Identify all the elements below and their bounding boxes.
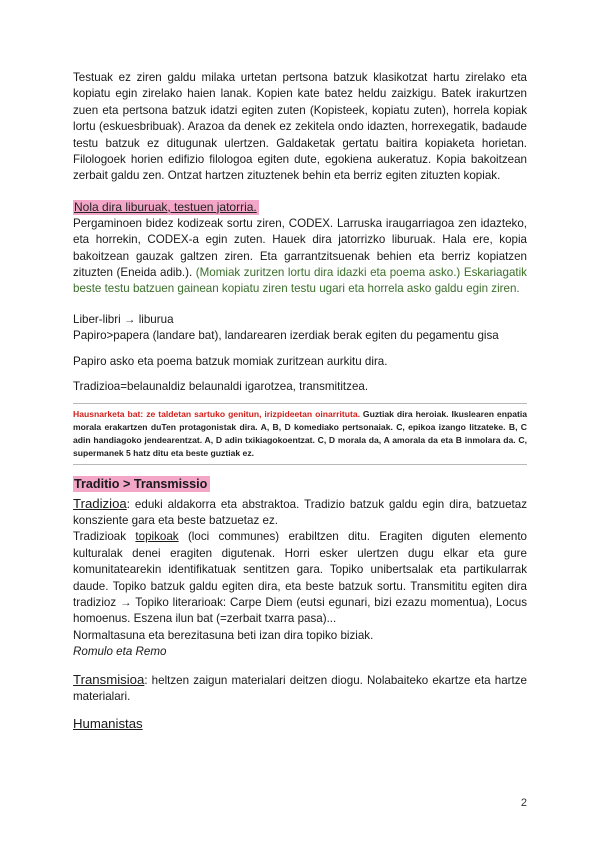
tradizioa-term: Tradizioa	[73, 495, 127, 511]
transmisioa-term: Transmisioa	[73, 671, 145, 687]
humanistas-heading: Humanistas	[73, 716, 143, 732]
topikoak-paragraph	[73, 529, 527, 627]
codex-text: Pergaminoen bidez kodizeak sortu ziren, CODEX. Larruska iraugarriagoa zen idazteko, eta horrekin, CODEX-a egin zuten. Hauek dira jatorrizko liburuak. Hala ere, kopia bakoitzean gauzak galtzen ziren. Eta garrantzitsuenak behien eta berriz kopiatzen zituzten (Eneida adib.).	[73, 216, 527, 280]
reflection-note	[73, 408, 527, 460]
transmisioa-paragraph	[73, 672, 527, 706]
transmisioa-definition: : heltzen zaigun materialari deitzen diogu. Nolabaiteko ekartze eta hartze materialari.	[73, 673, 527, 703]
intro-paragraph: Testuak ez ziren galdu milaka urtetan pertsona batzuk klasikotzat hartu zirelako eta kopiatu egin zirelako haien lanak. Kopien kate batez heldu zaizkigu. Batek irakurtzen zuen eta pertsona batzuk idatzi egiten zuten (Kopisteek, kopiatu zuten), horrela kopiak lortu (eskuesbribuak). Arazoa da denek ez zekitela ondo idazten, horrexegatik, badaude testu batzuk ez ditugunak ulertzen. Galdaketak gertatu baitira kopiaketa horietan. Filologoek horien edifizio filologoa egiten dute, egokiena aukeratuz. Kopia bakoitzean zerbait galdu zen. Ontzat hartzen zituztenek behin eta berriz egiten zituzten kopiak.	[73, 71, 527, 183]
normaltasuna-line: Normaltasuna eta berezitasuna beti izan dira topiko biziak.	[73, 628, 374, 642]
topikoak-lead: Tradizioak	[73, 530, 136, 544]
codex-paragraph	[73, 216, 527, 298]
reflection-note-title: Hausnarketa bat: ze taldetan sartuko genitun, irizpideetan oinarrituta.	[73, 408, 360, 419]
topikoak-body: (loci communes) erabiltzen ditu. Eragiten diguten elemento kulturalak denei eragiten digutenak. Horri esker ulertzen dugu elkar eta gure komunitatearekin identifikatuak sentitzen gara. Topiko unibertsalak eta partikularrak daude. Topiko batzuk galdu egiten dira, eta beste batzuk sortu. Transmititu egiten dira tradizioz → Topiko literarioak: Carpe Diem (eutsi egunari, bizi ezazu momentua), Locus homoenus. Eszena ilun bat (=zerbait txarra pasa)...	[73, 530, 527, 626]
document-page	[73, 70, 527, 733]
heading-traditio-transmissio: Traditio > Transmissio	[73, 476, 210, 492]
papiro-line: Papiro>papera (landare bat), landarearen izerdiak berak egiten du pegamentu gisa	[73, 329, 499, 343]
reflection-note-body: Guztiak dira heroiak. Ikuslearen enpatia morala erakartzen duTen protagonistak dira. A, B, D komediako pertsonaiak. C, epikoa izango litzateke. B, C adin handiagoko jendearentzat. A, D adin txikiagokoentzat. C, D morala da, A amorala da eta B inmolara da. C, supermanek 5 hatz ditu eta beste guztiak ez.	[73, 408, 528, 458]
tradizioa-paragraph	[73, 496, 527, 530]
heading-nola-dira-liburuak: Nola dira liburuak, testuen jatorria.	[74, 199, 257, 214]
tradizioa-definition: : eduki aldakorra eta abstraktoa. Tradizio batzuk galdu egin dira, batzuetaz konsziente gara eta beste batzuetaz ez.	[73, 497, 527, 527]
romulo-line: Romulo eta Remo	[73, 645, 167, 659]
tradizioa-definition-line: Tradizioa=belaunaldiz belaunaldi igarotzea, transmititzea.	[73, 380, 369, 394]
momiak-note: (Momiak zuritzen lortu dira idazki eta poema asko.) Eskariagatik beste testu batzuen gainean kopiatu ziren testu ugari eta horrela asko galdu egin ziren.	[73, 266, 527, 296]
papiro-momiak-line: Papiro asko eta poema batzuk momiak zuritzean aurkitu dira.	[73, 354, 388, 368]
liber-line: Liber-libri → liburua	[73, 312, 174, 326]
page-number: 2	[520, 797, 527, 809]
topikoak-term: topikoak	[135, 530, 179, 544]
